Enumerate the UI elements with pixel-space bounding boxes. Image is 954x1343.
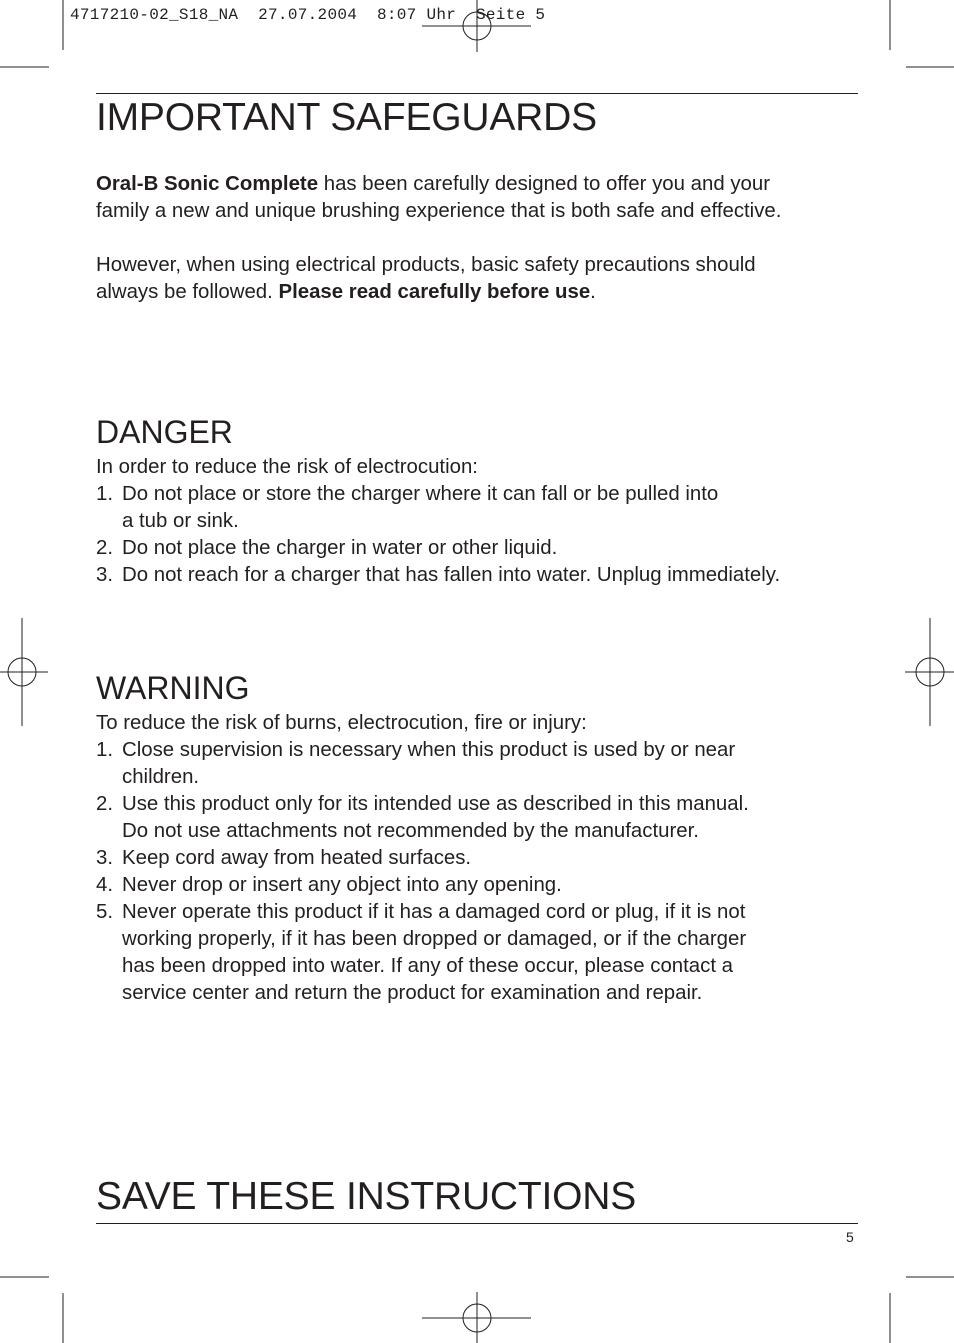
danger-heading: DANGER	[96, 414, 233, 450]
print-slug: 4717210-02_S18_NA 27.07.2004 8:07 Uhr Seite 5	[70, 6, 546, 24]
intro-p2-period: .	[590, 281, 596, 303]
registration-mark-right	[905, 618, 954, 726]
save-instructions-title: SAVE THESE INSTRUCTIONS	[96, 1175, 637, 1218]
list-item	[96, 562, 856, 589]
product-name: Oral-B Sonic Complete	[96, 173, 319, 195]
item-number: 1.	[96, 739, 114, 761]
item-text-line: Never operate this product if it has a damaged cord or plug, if it is not	[122, 901, 746, 923]
danger-intro: In order to reduce the risk of electrocution:	[96, 456, 478, 478]
item-text-line: working properly, if it has been dropped or damaged, or if the charger	[122, 928, 747, 950]
warning-intro: To reduce the risk of burns, electrocution, fire or injury:	[96, 712, 587, 734]
intro-paragraph-1	[96, 171, 861, 225]
item-number: 4.	[96, 874, 114, 896]
page-title: IMPORTANT SAFEGUARDS	[96, 96, 597, 139]
intro-p1-text: has been carefully designed to offer you and your	[318, 173, 770, 195]
item-text-line: Never drop or insert any object into any opening.	[122, 874, 562, 896]
item-text-line: Do not use attachments not recommended by the manufacturer.	[122, 820, 699, 842]
item-number: 2.	[96, 793, 114, 815]
list-item	[96, 481, 856, 535]
intro-p2-line2: always be followed.	[96, 281, 279, 303]
intro-p1-text-line2: family a new and unique brushing experience that is both safe and effective.	[96, 200, 782, 222]
warning-heading: WARNING	[96, 670, 250, 706]
item-text-line: children.	[122, 766, 200, 788]
page-number: 5	[846, 1229, 854, 1245]
item-number: 2.	[96, 537, 114, 559]
read-carefully-note: Please read carefully before use	[278, 281, 591, 303]
item-text-line: Do not place or store the charger where it can fall or be pulled into	[122, 483, 719, 505]
item-number: 1.	[96, 483, 114, 505]
list-item	[96, 872, 856, 899]
list-item	[96, 845, 856, 872]
item-text-line: has been dropped into water. If any of these occur, please contact a	[122, 955, 733, 977]
item-number: 5.	[96, 901, 114, 923]
list-item	[96, 535, 856, 562]
item-text-line: Do not place the charger in water or other liquid.	[122, 537, 558, 559]
list-item	[96, 899, 856, 1007]
bottom-rule	[96, 1223, 858, 1224]
item-number: 3.	[96, 564, 114, 586]
registration-mark-left	[0, 618, 48, 726]
item-text-line: Close supervision is necessary when this product is used by or near	[122, 739, 736, 761]
danger-list	[96, 481, 856, 589]
top-rule	[96, 93, 858, 94]
intro-p2-line1: However, when using electrical products, basic safety precautions should	[96, 254, 756, 276]
item-text-line: a tub or sink.	[122, 510, 239, 532]
list-item	[96, 791, 856, 845]
item-text-line: Keep cord away from heated surfaces.	[122, 847, 472, 869]
item-text-line: service center and return the product for examination and repair.	[122, 982, 703, 1004]
registration-mark-bottom	[422, 1292, 531, 1343]
item-text-line: Do not reach for a charger that has fallen into water. Unplug immediately.	[122, 564, 781, 586]
item-text-line: Use this product only for its intended use as described in this manual.	[122, 793, 749, 815]
warning-list	[96, 737, 856, 1007]
intro-paragraph-2	[96, 252, 861, 306]
list-item	[96, 737, 856, 791]
item-number: 3.	[96, 847, 114, 869]
registration-mark-top	[422, 0, 531, 52]
